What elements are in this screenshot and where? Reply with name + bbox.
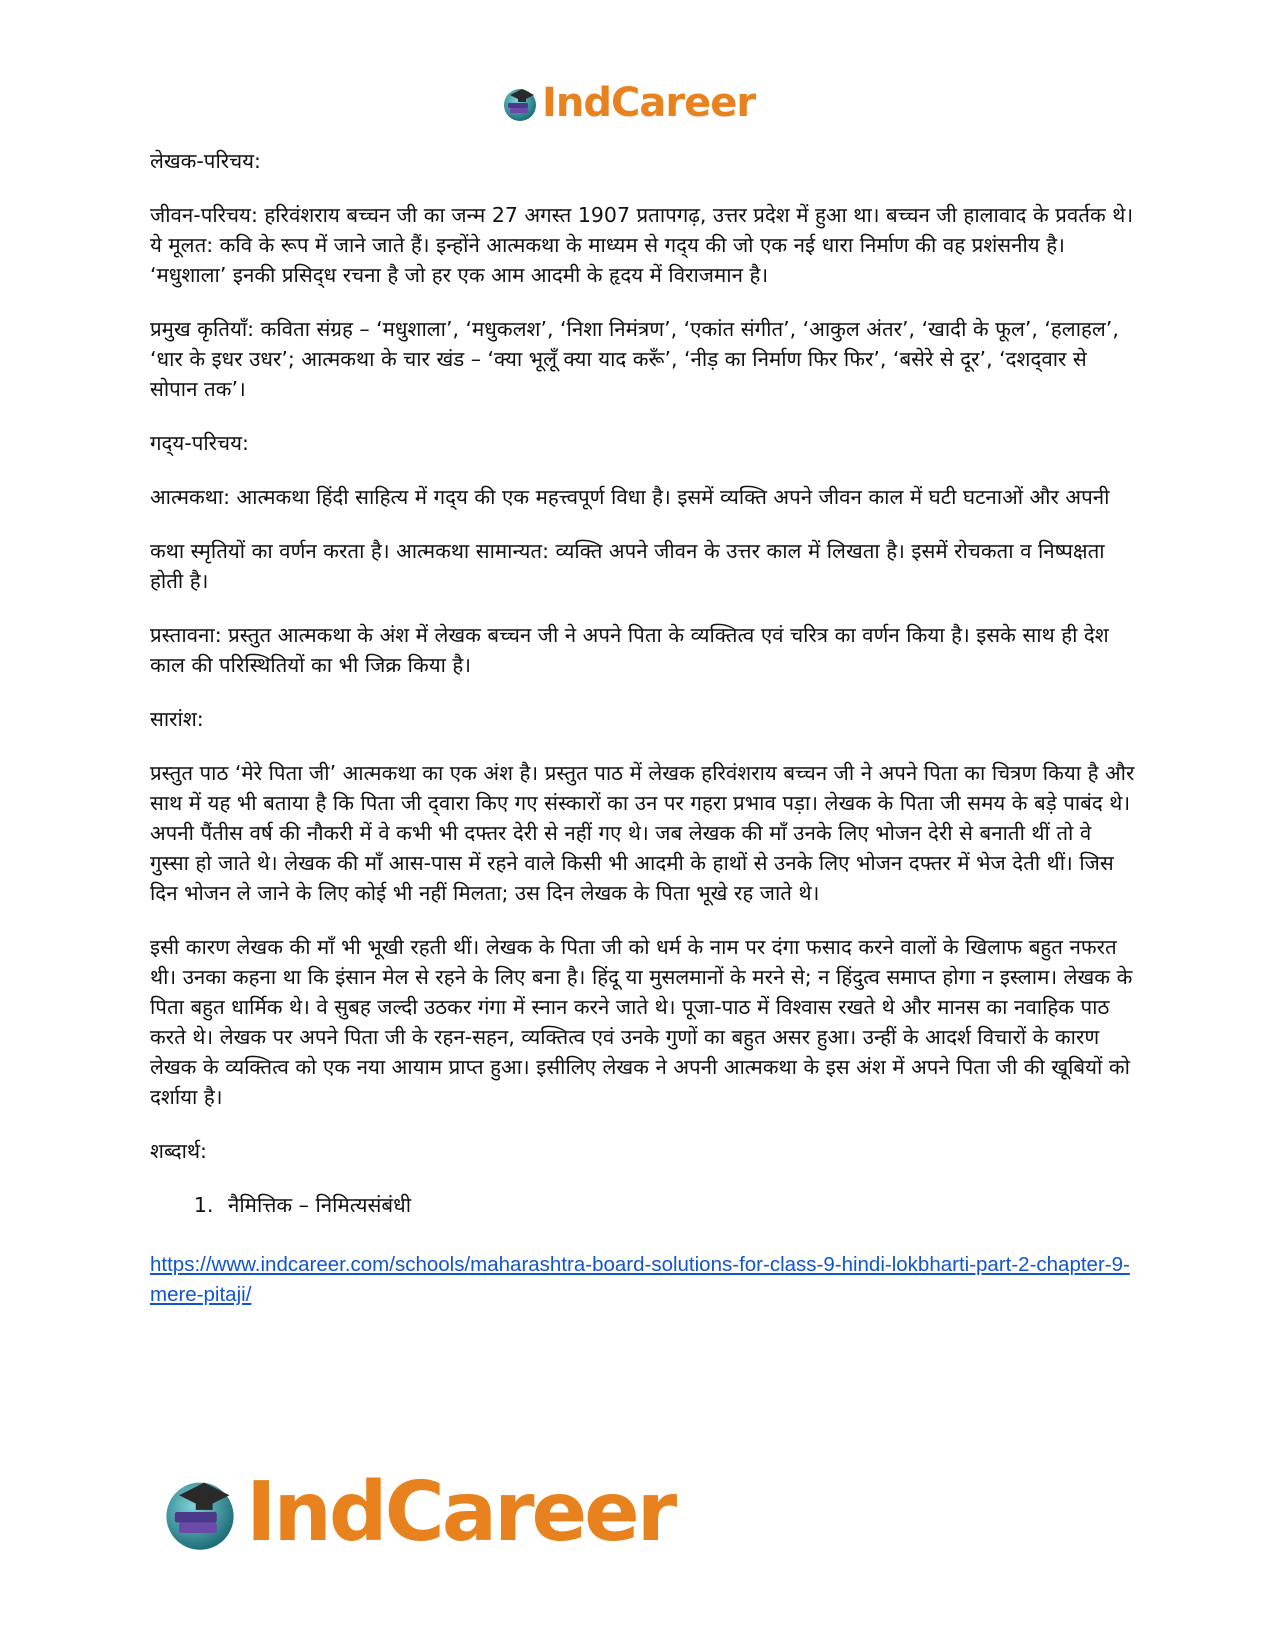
section-heading-shabdarth: शब्दार्थ:: [150, 1139, 207, 1163]
shabdarth-list: [150, 1190, 1135, 1220]
section-heading-saransh: सारांश:: [150, 707, 204, 731]
paragraph-pramukh-kritiyan: प्रमुख कृतियाँ: कविता संग्रह – ‘मधुशाला’, ‘मधुकलश’, ‘निशा निमंत्रण’, ‘एकांत संगीत’, ‘आकुल अंतर’, ‘खादी के फूल’, ‘हलाहल’, ‘धार के इधर उधर’; आत्मकथा के चार खंड – ‘क्या भूलूँ क्या याद करूँ’, ‘नीड़ का निर्माण फिर फिर’, ‘बसेरे से दूर’, ‘दशद्‌वार से सोपान तक’।: [150, 317, 1119, 401]
graduation-cap-globe-icon: [158, 1470, 242, 1554]
paragraph-jeevan-parichay: जीवन-परिचय: हरिवंशराय बच्चन जी का जन्म 27 अगस्त 1907 प्रतापगढ़, उत्तर प्रदेश में हुआ था। बच्चन जी हालावाद के प्रवर्तक थे। ये मूलत: कवि के रूप में जाने जाते हैं। इन्होंने आत्मकथा के माध्यम से गद्‌य की जो एक नई धारा निर्माण की वह प्रशंसनीय है। ‘मधुशाला’ इनकी प्रसिद्‌ध रचना है जो हर एक आम आदमी के हृदय में विराजमान है।: [150, 203, 1134, 287]
source-link[interactable]: https://www.indcareer.com/schools/maharashtra-board-solutions-for-class-9-hindi-lokbharti-part-2-chapter-9-mere-pitaji/: [150, 1253, 1130, 1306]
document-body: [150, 146, 1135, 1310]
section-heading-lekhak-parichay: लेखक-परिचय:: [150, 149, 261, 173]
logo-header: [500, 78, 780, 128]
logo-footer: [158, 1462, 718, 1562]
paragraph-atmakatha-part2: कथा स्मृतियों का वर्णन करता है। आत्मकथा सामान्यत: व्यक्ति अपने जीवन के उत्तर काल में लिखता है। इसमें रोचकता व निष्पक्षता होती है।: [150, 539, 1105, 593]
paragraph-prastavana: प्रस्तावना: प्रस्तुत आत्मकथा के अंश में लेखक बच्चन जी ने अपने पिता के व्यक्तित्व एवं चरित्र का वर्णन किया है। इसके साथ ही देश काल की परिस्थितियों का भी जिक्र किया है।: [150, 623, 1109, 677]
paragraph-atmakatha-part1: आत्मकथा: आत्मकथा हिंदी साहित्य में गद्‌य की एक महत्त्वपूर्ण विधा है। इसमें व्यक्ति अपने जीवन काल में घटी घटनाओं और अपनी: [150, 485, 1110, 509]
logo-text: IndCareer: [246, 1464, 675, 1560]
paragraph-saransh-1: प्रस्तुत पाठ ‘मेरे पिता जी’ आत्मकथा का एक अंश है। प्रस्तुत पाठ में लेखक हरिवंशराय बच्चन जी ने अपने पिता का चित्रण किया है और साथ में यह भी बताया है कि पिता जी द्‌वारा किए गए संस्कारों का उन पर गहरा प्रभाव पड़ा। लेखक के पिता जी समय के बड़े पाबंद थे। अपनी पैंतीस वर्ष की नौकरी में वे कभी भी दफ्तर देरी से नहीं गए थे। जब लेखक की माँ उनके लिए भोजन देरी से बनाती थीं तो वे गुस्सा हो जाते थे। लेखक की माँ आस-पास में रहने वाले किसी भी आदमी के हाथों से उनके लिए भोजन दफ्तर में भेज देती थीं। जिस दिन भोजन ले जाने के लिए कोई भी नहीं मिलता; उस दिन लेखक के पिता भूखे रह जाते थे।: [150, 761, 1135, 905]
paragraph-saransh-2: इसी कारण लेखक की माँ भी भूखी रहती थीं। लेखक के पिता जी को धर्म के नाम पर दंगा फसाद करने वालों के खिलाफ बहुत नफरत थी। उनका कहना था कि इंसान मेल से रहने के लिए बना है। हिंदू या मुसलमानों के मरने से; न हिंदुत्व समाप्त होगा न इस्लाम। लेखक के पिता बहुत धार्मिक थे। वे सुबह जल्दी उठकर गंगा में स्नान करने जाते थे। पूजा-पाठ में विश्वास रखते थे और मानस का नवाहिक पाठ करते थे। लेखक पर अपने पिता जी के रहन-सहन, व्यक्तित्व एवं उनके गुणों का बहुत असर हुआ। उन्हीं के आदर्श विचारों के कारण लेखक के व्यक्तित्व को एक नया आयाम प्राप्त हुआ। इसीलिए लेखक ने अपनी आत्मकथा के इस अंश में अपने पिता जी की खूबियों को दर्शाया है।: [150, 935, 1133, 1109]
section-heading-gadya-parichay: गद्‌य-परिचय:: [150, 431, 249, 455]
list-item: 1. नैमित्तिक – निमित्यसंबंधी: [220, 1190, 1135, 1220]
graduation-cap-globe-icon: [500, 83, 540, 123]
logo-text: IndCareer: [542, 80, 756, 126]
